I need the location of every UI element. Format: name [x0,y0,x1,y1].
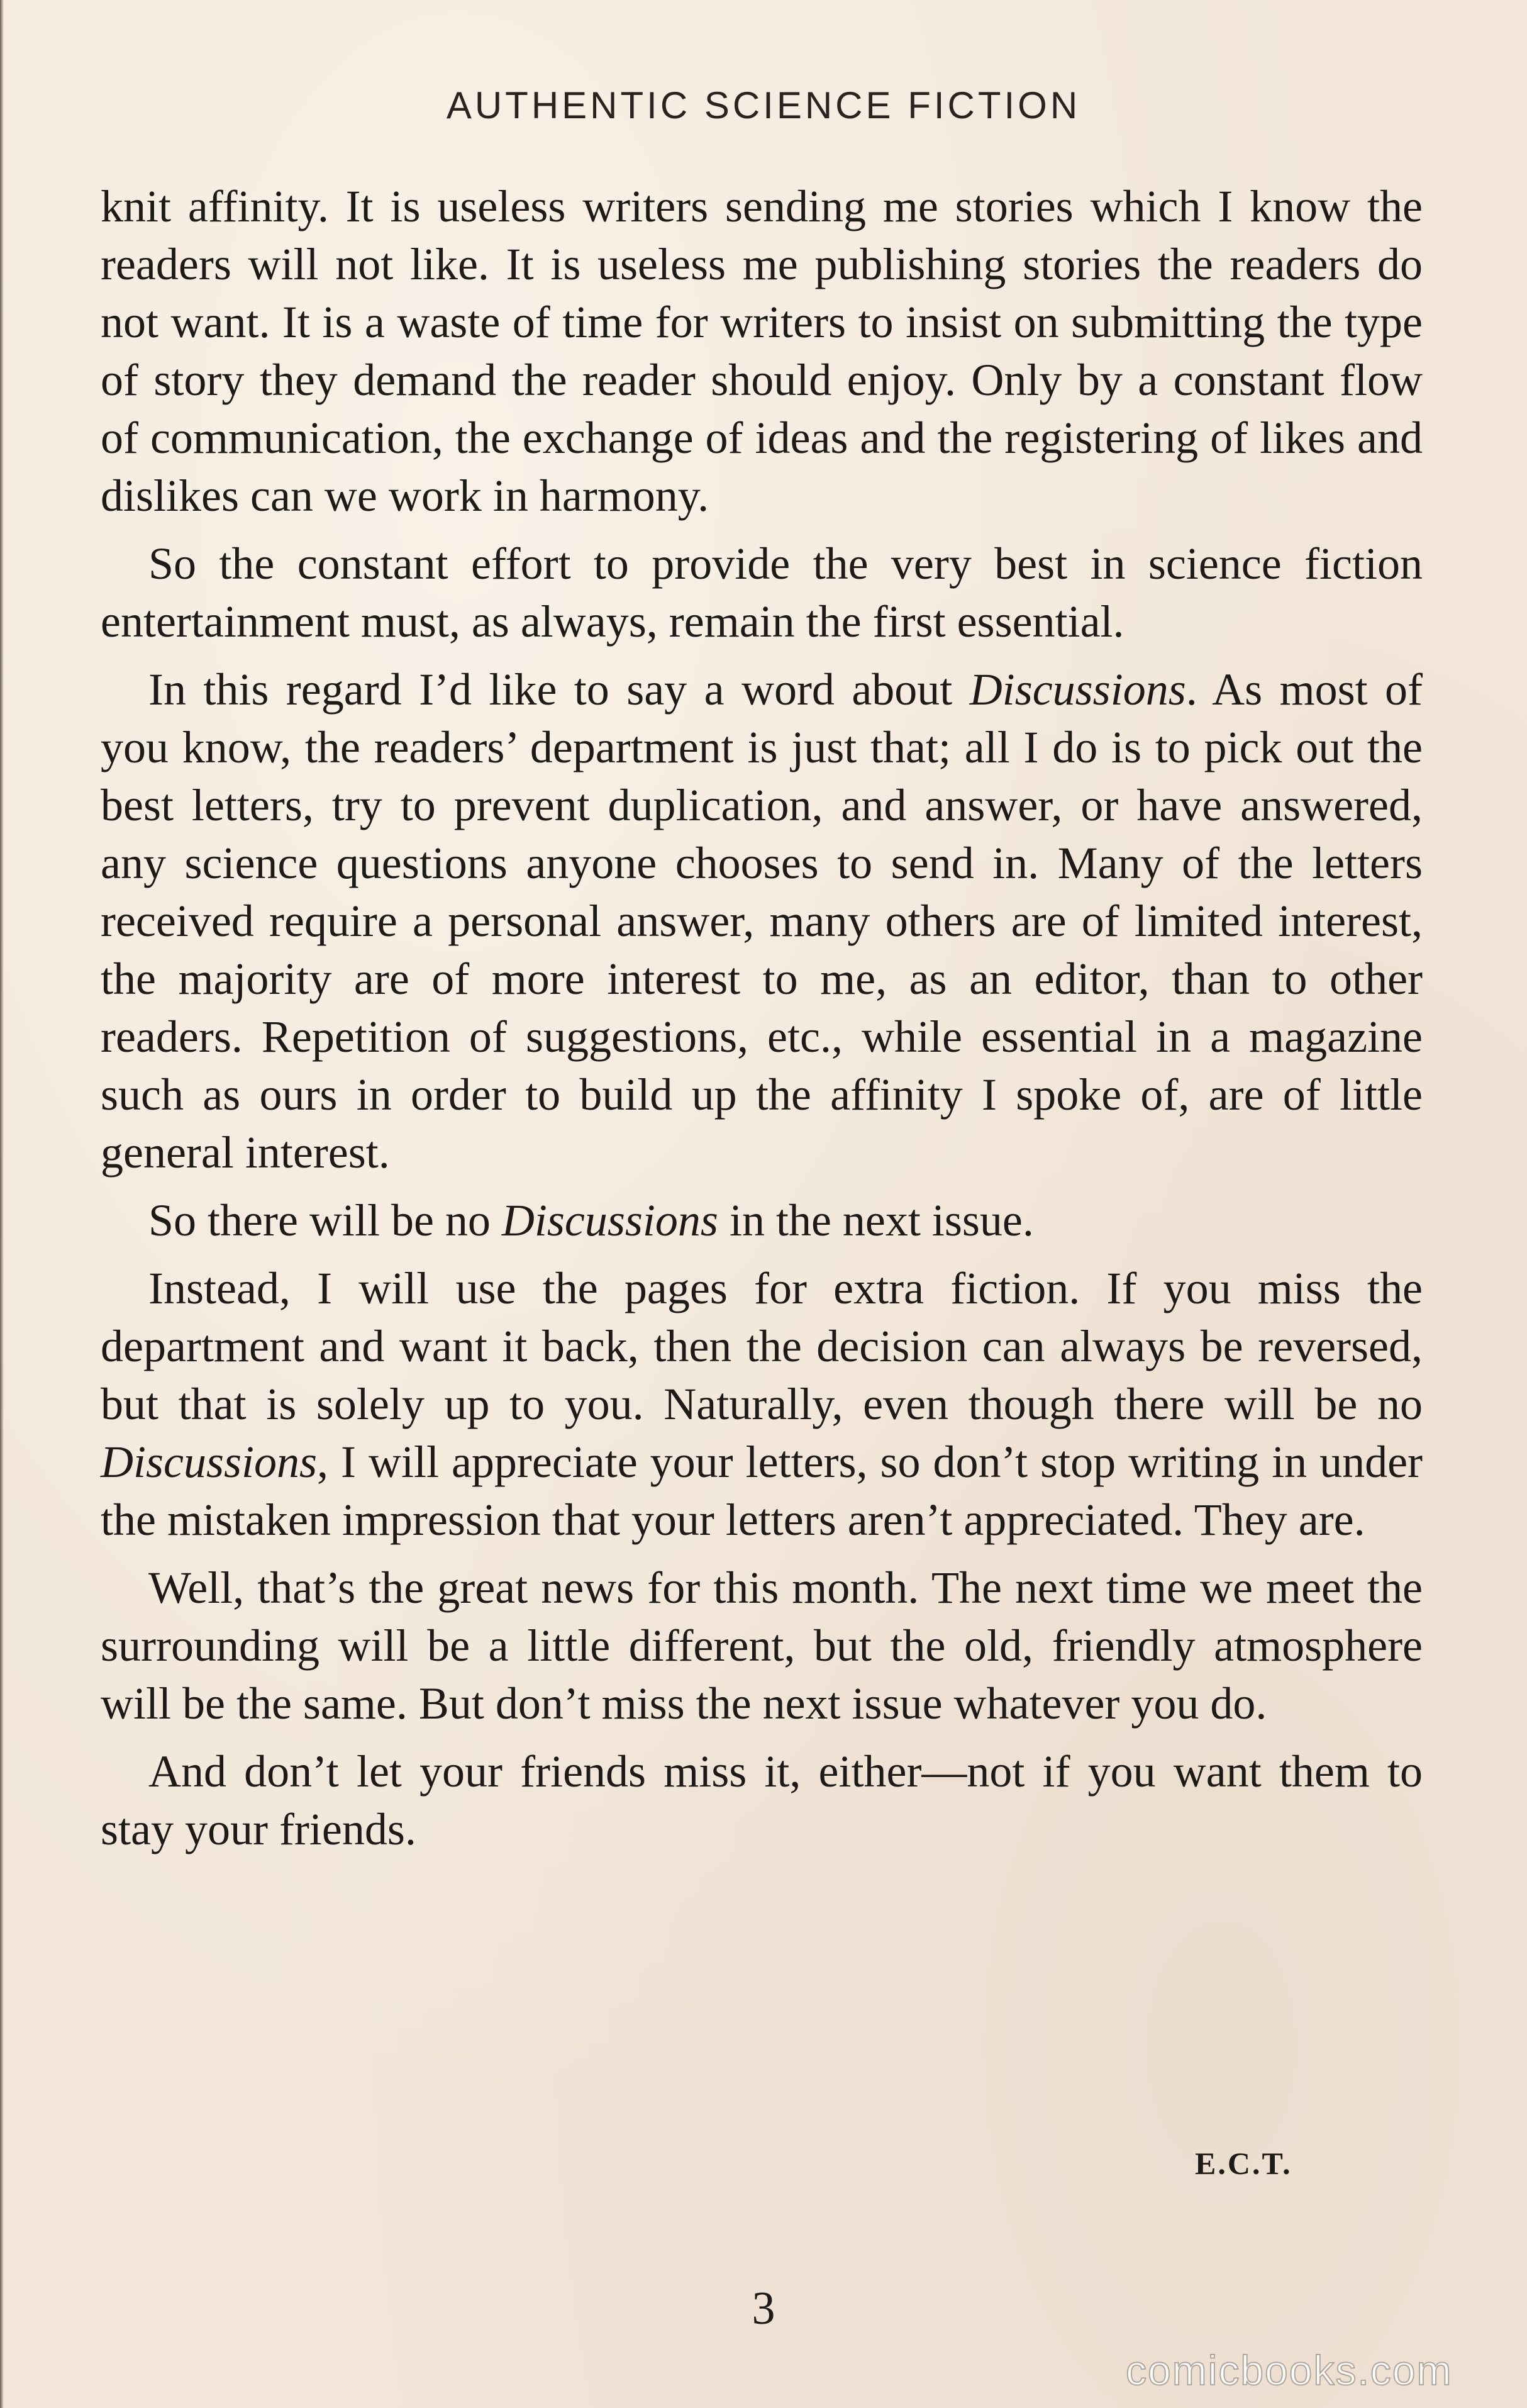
paragraph-text: So there will be no [148,1195,502,1246]
italic-title: Discussions [501,1195,718,1246]
paragraph [101,1742,1423,1858]
paragraph [101,535,1423,650]
paragraph-text: , I will appreciate your letters, so don’t stop writing in under the mistaken impression that your letters aren’t appreciated. They are. [101,1437,1423,1545]
paragraph-text: And don’t let your friends miss it, either—not if you want them to stay your friends. [101,1746,1423,1854]
paragraph-text: Well, that’s the great news for this month. The next time we meet the surrounding will be a little different, but the old, friendly atmosphere will be the same. But don’t miss the next issue whatever you do. [101,1563,1423,1729]
paragraph-text: Instead, I will use the pages for extra fiction. If you miss the department and want it back, then the decision can always be reversed, but that is solely up to you. Naturally, even though there will be no [101,1263,1423,1429]
paragraph-text: in the next issue. [718,1195,1034,1246]
editor-signature: E.C.T. [1195,2146,1292,2181]
paragraph [101,1259,1423,1549]
paragraph [101,1191,1423,1249]
editorial-body [101,177,1423,1868]
running-head: AUTHENTIC SCIENCE FICTION [446,84,1081,126]
paragraph [101,1559,1423,1732]
paragraph [101,661,1423,1181]
italic-title: Discussions [969,664,1186,715]
page-number: 3 [752,2283,775,2334]
paragraph-text: In this regard I’d like to say a word about [148,664,970,715]
page-binding-edge [0,0,4,2408]
paragraph-text: So the constant effort to provide the very best in science fiction entertainment must, as always, remain the first essential. [101,538,1423,647]
paragraph [101,177,1423,525]
watermark-text: comicbooks.com [1126,2347,1453,2394]
paragraph-text: knit affinity. It is useless writers sending me stories which I know the readers will not like. It is useless me publishing stories the readers do not want. It is a waste of time for writers to insist on submitting the type of story they demand the reader should enjoy. Only by a constant flow of communication, the exchange of ideas and the registering of likes and dislikes can we work in harmony. [101,181,1423,521]
italic-title: Discussions [101,1437,318,1487]
paragraph-text: . As most of you know, the readers’ department is just that; all I do is to pick out the best letters, try to prevent duplication, and answer, or have answered, any science questions anyone chooses to send in. Many of the letters received require a personal answer, many others are of limited interest, the majority are of more interest to me, as an editor, than to other readers. Repetition of suggestions, etc., while essential in a magazine such as ours in order to build up the affinity I spoke of, are of little general interest. [101,664,1423,1178]
